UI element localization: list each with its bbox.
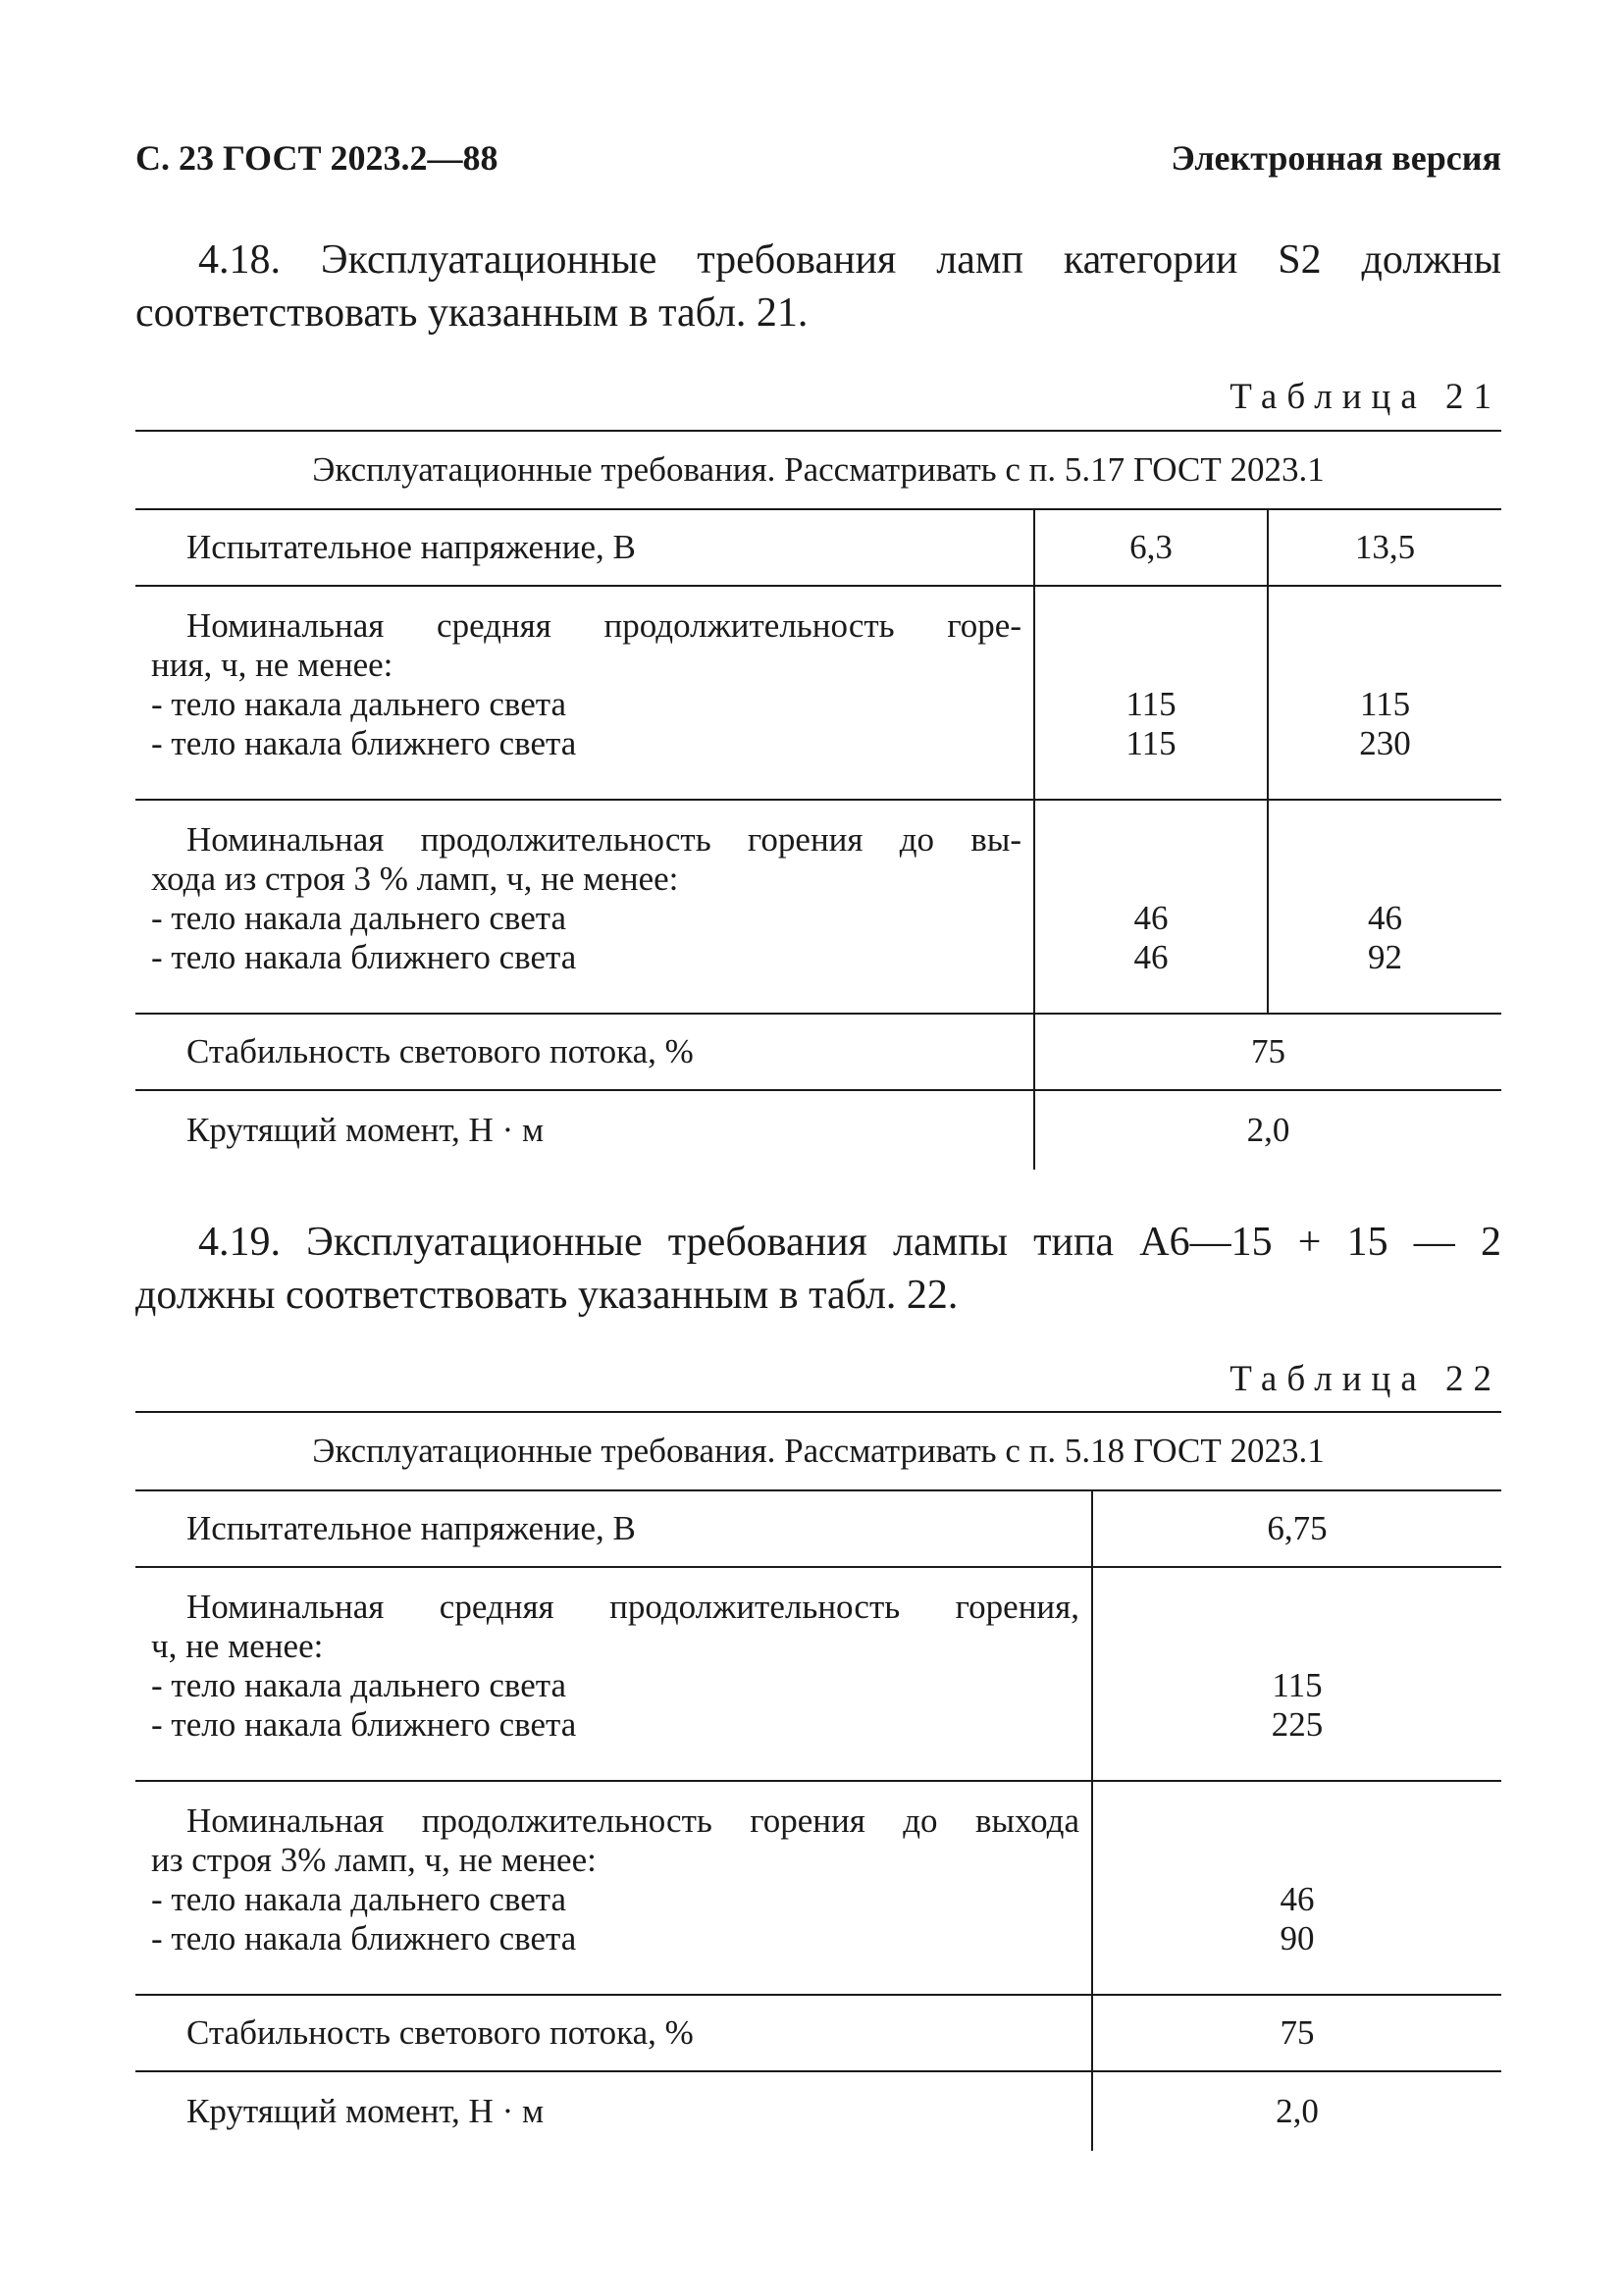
row-label: Крутящий момент, Н · м (186, 2092, 545, 2130)
row-label: из строя 3% ламп, ч, не менее: (151, 1841, 597, 1879)
row-label: - тело накала дальнего света (151, 1666, 567, 1704)
table-21-label: Таблица 21 (1230, 377, 1501, 417)
table-row (135, 800, 1501, 1014)
row-label: Номинальная продолжительность горения до выхода (186, 1801, 1079, 1840)
table-cell: 2,0 (1034, 1090, 1501, 1170)
row-label: - тело накала дальнего света (151, 1880, 567, 1918)
table-cell: 90 (1280, 1919, 1315, 1957)
table-21 (135, 430, 1501, 1170)
paragraph-line: должны соответствовать указанным в табл. 22. (135, 1273, 959, 1318)
header-standard-ref: С. 23 ГОСТ 2023.2—88 (135, 138, 498, 178)
table-row (135, 1014, 1501, 1090)
table-row (135, 1781, 1501, 1995)
row-label: Стабильность светового потока, % (186, 1032, 694, 1070)
table-row (135, 586, 1501, 800)
table-cell: 230 (1359, 724, 1411, 762)
paragraph-4-19 (135, 1216, 1501, 1322)
row-label: Стабильность светового потока, % (186, 2013, 694, 2052)
header-edition: Электронная версия (1171, 138, 1501, 178)
table-22-label: Таблица 22 (1230, 1359, 1501, 1399)
row-label: ния, ч, не менее: (151, 646, 393, 684)
paragraph-line: 4.19. Эксплуатационные требования лампы типа А6—15 + 15 — 2 (198, 1220, 1501, 1265)
table-cell: 6,3 (1034, 509, 1268, 586)
table-cell: 6,75 (1092, 1490, 1501, 1567)
paragraph-line: 4.18. Эксплуатационные требования ламп категории S2 должны (198, 237, 1501, 283)
table-cell: 115 (1125, 724, 1177, 762)
row-label: Испытательное напряжение, В (186, 1509, 636, 1547)
row-label: - тело накала ближнего света (151, 1705, 577, 1744)
row-label: хода из строя 3 % ламп, ч, не менее: (151, 860, 679, 898)
row-label: Испытательное напряжение, В (186, 528, 636, 566)
paragraph-line: соответствовать указанным в табл. 21. (135, 290, 809, 336)
table-cell: 115 (1272, 1666, 1323, 1704)
table-cell: 46 (1133, 899, 1169, 937)
table-cell: 225 (1271, 1705, 1324, 1744)
row-label: - тело накала дальнего света (151, 685, 567, 723)
row-label: - тело накала ближнего света (151, 1919, 577, 1957)
table-cell: 46 (1280, 1880, 1315, 1918)
row-label: Номинальная продолжительность горения до вы- (186, 820, 1021, 859)
table-22 (135, 1411, 1501, 2151)
table-cell: 75 (1034, 1014, 1501, 1090)
table-row (135, 1090, 1501, 1170)
table-cell: 115 (1125, 685, 1177, 723)
row-label: Крутящий момент, Н · м (186, 1111, 545, 1149)
table-cell: 92 (1368, 938, 1402, 976)
row-label: - тело накала дальнего света (151, 899, 567, 937)
row-label: ч, не менее: (151, 1627, 324, 1665)
row-label: Номинальная средняя продолжительность горения, (186, 1588, 1079, 1626)
table-row (135, 2071, 1501, 2151)
table-row (135, 509, 1501, 586)
table-cell: 46 (1133, 938, 1169, 976)
paragraph-4-18 (135, 234, 1501, 339)
table-row (135, 1995, 1501, 2071)
table-row (135, 1490, 1501, 1567)
table-caption: Эксплуатационные требования. Рассматривать с п. 5.17 ГОСТ 2023.1 (135, 431, 1501, 509)
row-label: Номинальная средняя продолжительность горе- (186, 606, 1021, 645)
table-cell: 2,0 (1092, 2071, 1501, 2151)
page-header (135, 137, 1501, 186)
table-cell: 115 (1359, 685, 1411, 723)
table-row (135, 1567, 1501, 1781)
row-label: - тело накала ближнего света (151, 938, 577, 976)
row-label: - тело накала ближнего света (151, 724, 577, 762)
table-cell: 13,5 (1268, 509, 1501, 586)
table-cell: 46 (1368, 899, 1402, 937)
table-cell: 75 (1092, 1995, 1501, 2071)
table-caption: Эксплуатационные требования. Рассматривать с п. 5.18 ГОСТ 2023.1 (135, 1412, 1501, 1490)
